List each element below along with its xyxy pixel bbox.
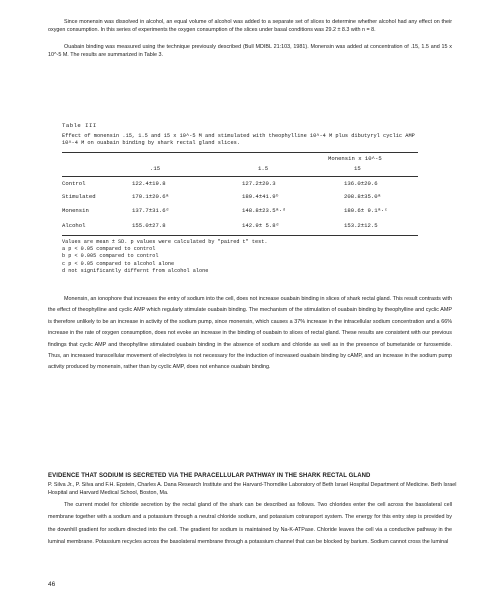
paragraph-alcohol-control: Since monensin was dissolved in alcohol, an equal volume of alcohol was added to a separate set of slices to determine whether alcohol had any effect on their oxygen consumption. In this series of experiments the oxygen consumption of the slices under basal conditions was 29.2 ± 8.3 with n = 8. <box>48 19 452 33</box>
table-cell: 189.4±41.9ᵇ <box>242 193 279 200</box>
row-label: Alcohol <box>62 222 86 229</box>
table-row <box>62 180 422 189</box>
table-cell: 148.8±23.5ª·ᵈ <box>242 207 286 214</box>
table-header-rule <box>62 176 418 177</box>
page-number: 46 <box>48 581 56 588</box>
section-heading: EVIDENCE THAT SODIUM IS SECRETED VIA THE PARACELLULAR PATHWAY IN THE SHARK RECTAL GLAND <box>48 473 371 479</box>
table-row <box>62 193 422 202</box>
table-footnote: d not significantly differnt from alcohol alone <box>62 267 209 274</box>
table-cell: 170.1±20.6ª <box>132 193 169 200</box>
table-bottom-rule <box>62 235 418 236</box>
table-cell: 137.7±31.6ᵈ <box>132 207 169 214</box>
column-header: 1.5 <box>258 165 269 172</box>
column-header: 15 <box>354 165 361 172</box>
row-label: Control <box>62 180 86 187</box>
table-group-header: Monensin x 10^-5 <box>328 155 382 162</box>
table-cell: 142.9± 5.8ᵈ <box>242 222 279 229</box>
table-cell: 155.0±27.8 <box>132 222 166 229</box>
column-header: .15 <box>150 165 161 172</box>
table-footnote: a p < 0.05 compared to control <box>62 246 156 253</box>
table-title: Table III <box>62 122 97 129</box>
table-footnote: c p < 0.05 compared to alcohol alone <box>62 260 175 267</box>
table-row <box>62 222 422 231</box>
table-footnote: b p < 0.005 compared to control <box>62 253 159 260</box>
table-row <box>62 207 422 216</box>
table-footnote: Values are mean ± SD. p values were calculated by "paired t" test. <box>62 239 268 245</box>
table-cell: 180.6± 9.1ª·ᶜ <box>344 207 388 214</box>
paragraph-ouabain-binding-method: Ouabain binding was measured using the technique previously described (Bull MDIBL 21:103, 1981). Monensin was added at concentration of .15, 1.5 and 15 x 10^-5 M. The results are summarized in Table 3. <box>48 44 452 58</box>
table-cell: 127.2±20.3 <box>242 180 276 187</box>
table-cell: 208.8±35.0ª <box>344 193 381 200</box>
table-caption: Effect of monensin .15, 1.5 and 15 x 10^-5 M and stimulated with theophylline 10^-4 M plus dibutyryl cyclic AMP 10^-4 M on ouabain binding by shark rectal gland slices. <box>62 133 415 147</box>
table-footnotes <box>62 239 422 275</box>
table-cell: 122.4±19.8 <box>132 180 166 187</box>
table-cell: 136.0±20.6 <box>344 180 378 187</box>
paragraph-chloride-model: The current model for chloride secretion by the rectal gland of the shark can be described as follows. Two chlorides enter the cell across the basolateral cell membrane together with a sodium and a potassium through a neutral chloride sodium, and potassium cotransport system. The energy for this entry step is provided by the downhill gradient for sodium directed into the cell. The gradient for sodium is maintained by Na-K-ATPase. Chloride leaves the cell via a conductive pathway in the luminal membrane. Potassium recycles across the basolateral membrane through a potassium channel that can be blocked by barium. Sodium cannot cross the luminal <box>48 502 452 546</box>
table-top-rule <box>62 152 418 153</box>
table-cell: 153.2±12.5 <box>344 222 378 229</box>
paragraph-discussion: Monensin, an ionophore that increases the entry of sodium into the cell, does not increase ouabain binding in slices of shark rectal gland. This result contrasts with the effect of theophylline and cyclic AMP which regularly stimulate ouabain binding. The mechanism of the stimulation of ouabain binding by theophylline and cyclic AMP is therefore unlikely to be an increase in activity of the sodium pump, since monensin, which causes a 37% increase in the intracellular sodium concentration and a 66% increase in the rate of oxygen consumption, does not evoke an increase in the binding of ouabain to slices of rectal gland. These results are consistent with our previous findings that cyclic AMP and theophylline stimulated ouabain binding in the absence of sodium and chloride as well as in the presence of bumetanide or furosemide. Thus, an increased transcellular movement of electrolytes is not necessary for the induction of increased ouabain binding by cAMP, and an increase in the sodium pump activity produced by monensin, rather than by cyclic AMP, does not enhance ouabain binding. <box>48 296 452 371</box>
row-label: Monensin <box>62 207 89 214</box>
row-label: Stimulated <box>62 193 96 200</box>
authors-line: P. Silva Jr., P. Silva and F.H. Epstein, Charles A. Dana Research Institute and the Harvard-Thorndike Laboratory of Beth Israel Hospital Department of Medicine. Beth Israel Hospital and Harvard Medical School, Boston, Ma. <box>48 482 457 496</box>
